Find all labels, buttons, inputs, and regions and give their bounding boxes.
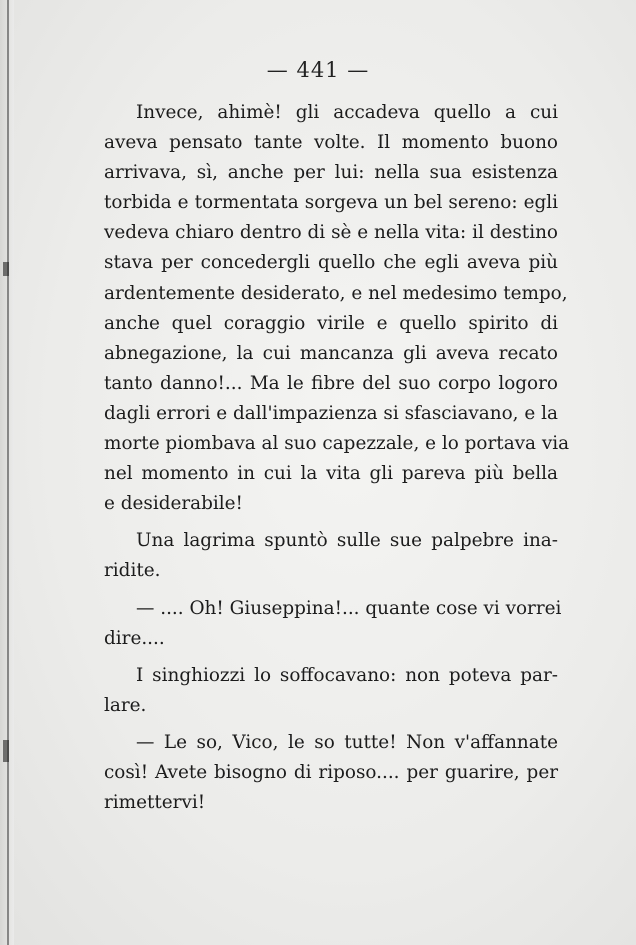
text-line: rimettervi! (104, 792, 206, 814)
paragraph-4 (104, 661, 558, 721)
text-line: così! Avete bisogno di riposo.... per guarire, per (104, 761, 558, 783)
text-line: vedeva chiaro dentro di sè e nella vita: il destino (104, 222, 558, 244)
paragraph-3 (104, 594, 562, 654)
paragraph-5 (104, 728, 558, 818)
text-line: — .... Oh! Giuseppina!... quante cose vi vorrei (136, 597, 562, 619)
text-line: torbida e tormentata sorgeva un bel sereno: egli (104, 192, 558, 214)
text-line: e desiderabile! (104, 493, 243, 515)
text-line: — Le so, Vico, le so tutte! Non v'affannate (136, 731, 558, 753)
text-line: Invece, ahimè! gli accadeva quello a cui (136, 102, 558, 123)
text-line: anche quel coraggio virile e quello spirito di (104, 312, 558, 334)
text-line: aveva pensato tante volte. Il momento buono (104, 132, 558, 154)
page-binding-line (7, 0, 9, 945)
text-line: lare. (104, 694, 147, 716)
text-line: ardentemente desiderato, e nel medesimo tempo, (104, 282, 568, 304)
text-line: abnegazione, la cui mancanza gli aveva recato (104, 342, 558, 364)
text-line: dagli errori e dall'impazienza si sfasciavano, e la (104, 402, 558, 424)
binding-mark (3, 262, 9, 276)
binding-mark (3, 740, 9, 762)
text-line: dire.... (104, 627, 165, 649)
body-text (104, 98, 570, 818)
text-line: tanto danno!... Ma le fibre del suo corpo logoro (104, 372, 558, 394)
paragraph-2 (104, 526, 558, 586)
text-line: ridite. (104, 560, 161, 582)
text-line: stava per concedergli quello che egli aveva più (104, 252, 558, 274)
text-line: morte piombava al suo capezzale, e lo portava via (104, 433, 570, 455)
text-line: Una lagrima spuntò sulle sue palpebre ina- (136, 530, 558, 552)
page-number: — 441 — (266, 58, 370, 82)
text-line: arrivava, sì, anche per lui: nella sua esistenza (104, 162, 558, 184)
paragraph-1 (104, 98, 570, 519)
text-line: I singhiozzi lo soffocavano: non poteva par- (136, 664, 558, 686)
text-line: nel momento in cui la vita gli pareva più bella (104, 463, 558, 485)
